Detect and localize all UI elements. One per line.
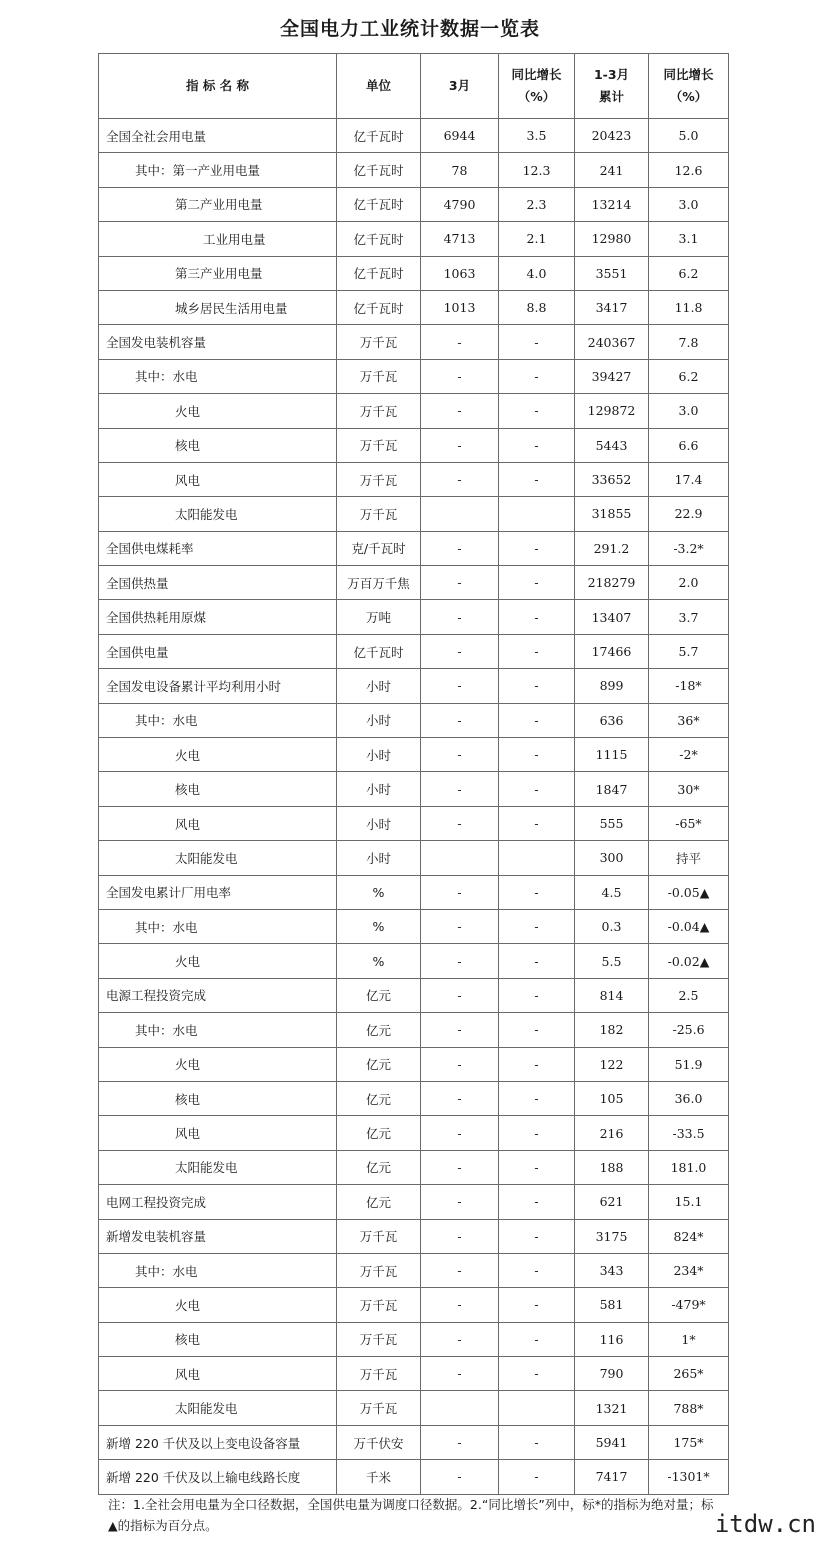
table-row <box>99 462 729 496</box>
row-name: 全国发电装机容量 <box>99 325 337 359</box>
row-cumulative-value: 3551 <box>575 256 649 290</box>
row-unit: 亿千瓦时 <box>337 256 421 290</box>
row-month-value: 4713 <box>421 222 499 256</box>
row-cumulative-yoy: 234* <box>649 1253 729 1287</box>
row-cumulative-yoy: -0.05▲ <box>649 875 729 909</box>
row-month-value: - <box>421 428 499 462</box>
row-name: 太阳能发电 <box>99 841 337 875</box>
row-unit: 万千瓦 <box>337 1253 421 1287</box>
table-row <box>99 394 729 428</box>
row-unit: 万千伏安 <box>337 1425 421 1459</box>
row-month-value: - <box>421 531 499 565</box>
table-row <box>99 1150 729 1184</box>
row-cumulative-value: 899 <box>575 669 649 703</box>
row-month-yoy <box>499 497 575 531</box>
row-month-yoy: - <box>499 1253 575 1287</box>
table-row <box>99 1322 729 1356</box>
row-month-value: - <box>421 634 499 668</box>
row-cumulative-yoy: 51.9 <box>649 1047 729 1081</box>
row-month-yoy: - <box>499 1460 575 1494</box>
row-month-yoy: - <box>499 394 575 428</box>
row-month-yoy: - <box>499 531 575 565</box>
row-unit: 小时 <box>337 738 421 772</box>
table-row <box>99 703 729 737</box>
row-cumulative-value: 33652 <box>575 462 649 496</box>
row-cumulative-yoy: 15.1 <box>649 1185 729 1219</box>
table-row <box>99 256 729 290</box>
row-cumulative-yoy: 3.1 <box>649 222 729 256</box>
table-row <box>99 634 729 668</box>
row-name: 火电 <box>99 394 337 428</box>
row-name: 风电 <box>99 462 337 496</box>
row-unit: 万千瓦 <box>337 462 421 496</box>
table-row <box>99 669 729 703</box>
row-cumulative-yoy: 3.7 <box>649 600 729 634</box>
watermark: itdw.cn <box>714 1510 816 1538</box>
row-cumulative-value: 5.5 <box>575 944 649 978</box>
row-cumulative-value: 17466 <box>575 634 649 668</box>
row-cumulative-value: 621 <box>575 1185 649 1219</box>
row-cumulative-value: 218279 <box>575 566 649 600</box>
row-month-yoy: 2.3 <box>499 187 575 221</box>
row-cumulative-yoy: 6.2 <box>649 359 729 393</box>
row-month-value: 4790 <box>421 187 499 221</box>
row-month-yoy: - <box>499 462 575 496</box>
row-unit: 万百万千焦 <box>337 566 421 600</box>
table-row <box>99 497 729 531</box>
row-unit: 亿元 <box>337 1013 421 1047</box>
row-unit: 万千瓦 <box>337 359 421 393</box>
row-name: 其中：水电 <box>99 1253 337 1287</box>
row-month-value: - <box>421 909 499 943</box>
row-month-yoy: - <box>499 806 575 840</box>
table-row <box>99 222 729 256</box>
row-cumulative-value: 1321 <box>575 1391 649 1425</box>
row-cumulative-value: 814 <box>575 978 649 1012</box>
row-cumulative-value: 31855 <box>575 497 649 531</box>
row-cumulative-yoy: 持平 <box>649 841 729 875</box>
header-month: 3月 <box>421 54 499 119</box>
row-month-yoy: - <box>499 566 575 600</box>
row-month-yoy: - <box>499 738 575 772</box>
row-name: 太阳能发电 <box>99 497 337 531</box>
row-name: 太阳能发电 <box>99 1391 337 1425</box>
header-yoy-month: 同比增长 （%） <box>499 54 575 119</box>
row-cumulative-value: 790 <box>575 1357 649 1391</box>
table-row <box>99 187 729 221</box>
table-row <box>99 1425 729 1459</box>
row-month-yoy: 12.3 <box>499 153 575 187</box>
row-cumulative-yoy: 6.2 <box>649 256 729 290</box>
row-cumulative-yoy: 12.6 <box>649 153 729 187</box>
row-cumulative-value: 240367 <box>575 325 649 359</box>
row-unit: 小时 <box>337 669 421 703</box>
row-month-yoy: - <box>499 1219 575 1253</box>
row-month-yoy: - <box>499 1288 575 1322</box>
row-cumulative-yoy: 3.0 <box>649 394 729 428</box>
row-name: 火电 <box>99 738 337 772</box>
row-unit: % <box>337 909 421 943</box>
table-row <box>99 806 729 840</box>
row-cumulative-yoy: 824* <box>649 1219 729 1253</box>
row-unit: 万千瓦 <box>337 1322 421 1356</box>
table-row <box>99 944 729 978</box>
row-month-yoy: - <box>499 325 575 359</box>
row-name: 核电 <box>99 1081 337 1115</box>
row-month-value <box>421 841 499 875</box>
row-unit: 千米 <box>337 1460 421 1494</box>
row-cumulative-value: 5941 <box>575 1425 649 1459</box>
row-month-yoy: - <box>499 669 575 703</box>
row-cumulative-yoy: 5.0 <box>649 119 729 153</box>
row-cumulative-value: 20423 <box>575 119 649 153</box>
row-month-yoy <box>499 841 575 875</box>
row-month-value: 1013 <box>421 290 499 324</box>
row-month-yoy: - <box>499 1357 575 1391</box>
row-month-value: - <box>421 703 499 737</box>
row-unit: 万千瓦 <box>337 1219 421 1253</box>
row-name: 电网工程投资完成 <box>99 1185 337 1219</box>
row-name: 电源工程投资完成 <box>99 978 337 1012</box>
row-cumulative-value: 3417 <box>575 290 649 324</box>
row-month-yoy: - <box>499 1322 575 1356</box>
table-row <box>99 1081 729 1115</box>
row-month-value: - <box>421 325 499 359</box>
page-title: 全国电力工业统计数据一览表 <box>279 18 540 40</box>
row-cumulative-value: 241 <box>575 153 649 187</box>
row-name: 工业用电量 <box>99 222 337 256</box>
row-cumulative-yoy: 36.0 <box>649 1081 729 1115</box>
row-month-yoy: - <box>499 978 575 1012</box>
row-cumulative-yoy: 11.8 <box>649 290 729 324</box>
row-cumulative-yoy: -18* <box>649 669 729 703</box>
row-cumulative-value: 122 <box>575 1047 649 1081</box>
row-name: 其中：第一产业用电量 <box>99 153 337 187</box>
row-unit: 亿元 <box>337 1150 421 1184</box>
row-name: 第二产业用电量 <box>99 187 337 221</box>
row-name: 火电 <box>99 1288 337 1322</box>
row-unit: 万千瓦 <box>337 428 421 462</box>
row-month-value: 1063 <box>421 256 499 290</box>
header-yoy-cumulative: 同比增长 （%） <box>649 54 729 119</box>
table-row <box>99 153 729 187</box>
row-unit: 万千瓦 <box>337 325 421 359</box>
table-row <box>99 566 729 600</box>
row-unit: 亿千瓦时 <box>337 634 421 668</box>
row-name: 全国供电煤耗率 <box>99 531 337 565</box>
row-cumulative-yoy: -33.5 <box>649 1116 729 1150</box>
header-cumulative: 1-3月 累计 <box>575 54 649 119</box>
row-month-yoy: - <box>499 1425 575 1459</box>
row-cumulative-value: 581 <box>575 1288 649 1322</box>
row-month-yoy: - <box>499 1013 575 1047</box>
row-cumulative-yoy: -479* <box>649 1288 729 1322</box>
row-name: 风电 <box>99 1357 337 1391</box>
row-month-yoy: 4.0 <box>499 256 575 290</box>
table-row <box>99 875 729 909</box>
row-month-value: 6944 <box>421 119 499 153</box>
table-row <box>99 1047 729 1081</box>
row-cumulative-yoy: 2.0 <box>649 566 729 600</box>
row-unit: 亿千瓦时 <box>337 153 421 187</box>
row-month-yoy: - <box>499 1185 575 1219</box>
row-cumulative-yoy: -3.2* <box>649 531 729 565</box>
row-unit: 小时 <box>337 841 421 875</box>
row-cumulative-value: 0.3 <box>575 909 649 943</box>
row-name: 全国发电累计厂用电率 <box>99 875 337 909</box>
row-month-value: - <box>421 1288 499 1322</box>
row-month-value: - <box>421 394 499 428</box>
row-unit: 万千瓦 <box>337 497 421 531</box>
row-month-yoy: 3.5 <box>499 119 575 153</box>
table-row <box>99 531 729 565</box>
row-name: 核电 <box>99 1322 337 1356</box>
row-month-value: - <box>421 978 499 1012</box>
row-cumulative-yoy: -0.02▲ <box>649 944 729 978</box>
row-unit: 万千瓦 <box>337 394 421 428</box>
row-unit: 亿千瓦时 <box>337 222 421 256</box>
table-row <box>99 119 729 153</box>
row-month-yoy: - <box>499 428 575 462</box>
row-cumulative-yoy: 17.4 <box>649 462 729 496</box>
row-unit: 万千瓦 <box>337 1288 421 1322</box>
row-name: 太阳能发电 <box>99 1150 337 1184</box>
table-row <box>99 1185 729 1219</box>
row-month-value <box>421 497 499 531</box>
row-cumulative-value: 105 <box>575 1081 649 1115</box>
row-cumulative-yoy: 6.6 <box>649 428 729 462</box>
row-month-value: - <box>421 738 499 772</box>
row-month-yoy: - <box>499 909 575 943</box>
table-header-row <box>99 54 729 119</box>
row-unit: 万千瓦 <box>337 1357 421 1391</box>
row-cumulative-value: 129872 <box>575 394 649 428</box>
row-month-value <box>421 1391 499 1425</box>
row-cumulative-value: 3175 <box>575 1219 649 1253</box>
row-cumulative-value: 4.5 <box>575 875 649 909</box>
row-cumulative-value: 216 <box>575 1116 649 1150</box>
row-month-value: - <box>421 1116 499 1150</box>
row-cumulative-value: 39427 <box>575 359 649 393</box>
row-month-yoy: - <box>499 600 575 634</box>
row-name: 风电 <box>99 1116 337 1150</box>
row-unit: 亿元 <box>337 1185 421 1219</box>
row-month-value: - <box>421 600 499 634</box>
stats-table <box>98 53 729 1495</box>
row-name: 其中：水电 <box>99 909 337 943</box>
row-cumulative-yoy: 265* <box>649 1357 729 1391</box>
table-row <box>99 290 729 324</box>
row-month-yoy: - <box>499 944 575 978</box>
row-month-value: - <box>421 1357 499 1391</box>
row-name: 全国供电量 <box>99 634 337 668</box>
row-cumulative-yoy: 181.0 <box>649 1150 729 1184</box>
row-cumulative-yoy: 30* <box>649 772 729 806</box>
table-row <box>99 1116 729 1150</box>
row-cumulative-yoy: 7.8 <box>649 325 729 359</box>
table-row <box>99 1219 729 1253</box>
row-cumulative-yoy: -0.04▲ <box>649 909 729 943</box>
row-cumulative-value: 116 <box>575 1322 649 1356</box>
row-month-value: - <box>421 1081 499 1115</box>
row-unit: % <box>337 944 421 978</box>
row-name: 城乡居民生活用电量 <box>99 290 337 324</box>
footnote: 注：1.全社会用电量为全口径数据，全国供电量为调度口径数据。2.“同比增长”列中，标*的指标为绝对量；标▲的指标为百分点。 <box>108 1497 714 1533</box>
row-cumulative-value: 182 <box>575 1013 649 1047</box>
row-name: 其中：水电 <box>99 1013 337 1047</box>
row-month-value: 78 <box>421 153 499 187</box>
table-row <box>99 1253 729 1287</box>
table-row <box>99 772 729 806</box>
row-month-value: - <box>421 944 499 978</box>
row-unit: 万千瓦 <box>337 1391 421 1425</box>
row-unit: % <box>337 875 421 909</box>
row-unit: 亿千瓦时 <box>337 290 421 324</box>
table-row <box>99 428 729 462</box>
row-name: 火电 <box>99 944 337 978</box>
row-month-yoy: - <box>499 1150 575 1184</box>
row-name: 核电 <box>99 772 337 806</box>
header-name: 指 标 名 称 <box>99 54 337 119</box>
row-name: 全国供热量 <box>99 566 337 600</box>
row-month-value: - <box>421 669 499 703</box>
row-name: 第三产业用电量 <box>99 256 337 290</box>
row-month-yoy: - <box>499 1047 575 1081</box>
row-month-value: - <box>421 1219 499 1253</box>
row-unit: 小时 <box>337 806 421 840</box>
table-row <box>99 359 729 393</box>
row-cumulative-yoy: -65* <box>649 806 729 840</box>
row-name: 风电 <box>99 806 337 840</box>
row-unit: 亿千瓦时 <box>337 187 421 221</box>
table-row <box>99 600 729 634</box>
row-unit: 小时 <box>337 772 421 806</box>
table-row <box>99 1288 729 1322</box>
table-row <box>99 1357 729 1391</box>
row-month-value: - <box>421 806 499 840</box>
row-cumulative-yoy: 175* <box>649 1425 729 1459</box>
row-month-value: - <box>421 1425 499 1459</box>
row-cumulative-value: 343 <box>575 1253 649 1287</box>
row-month-yoy: - <box>499 1081 575 1115</box>
row-month-value: - <box>421 1253 499 1287</box>
row-month-yoy: 8.8 <box>499 290 575 324</box>
row-cumulative-yoy: 5.7 <box>649 634 729 668</box>
row-name: 火电 <box>99 1047 337 1081</box>
row-unit: 亿千瓦时 <box>337 119 421 153</box>
row-month-value: - <box>421 1150 499 1184</box>
row-cumulative-yoy: 36* <box>649 703 729 737</box>
row-month-value: - <box>421 875 499 909</box>
table-row <box>99 1391 729 1425</box>
row-month-value: - <box>421 1322 499 1356</box>
table-row <box>99 978 729 1012</box>
row-name: 新增 220 千伏及以上输电线路长度 <box>99 1460 337 1494</box>
table-row <box>99 841 729 875</box>
row-name: 全国发电设备累计平均利用小时 <box>99 669 337 703</box>
row-cumulative-value: 7417 <box>575 1460 649 1494</box>
table-row <box>99 738 729 772</box>
row-cumulative-value: 555 <box>575 806 649 840</box>
row-cumulative-yoy: 22.9 <box>649 497 729 531</box>
table-row <box>99 909 729 943</box>
row-month-value: - <box>421 1047 499 1081</box>
row-name: 新增 220 千伏及以上变电设备容量 <box>99 1425 337 1459</box>
row-cumulative-value: 300 <box>575 841 649 875</box>
row-cumulative-yoy: 1* <box>649 1322 729 1356</box>
row-name: 其中：水电 <box>99 359 337 393</box>
row-cumulative-value: 12980 <box>575 222 649 256</box>
row-month-yoy <box>499 1391 575 1425</box>
row-month-value: - <box>421 566 499 600</box>
row-unit: 亿元 <box>337 978 421 1012</box>
row-name: 全国全社会用电量 <box>99 119 337 153</box>
row-month-yoy: - <box>499 359 575 393</box>
row-cumulative-value: 188 <box>575 1150 649 1184</box>
row-month-value: - <box>421 359 499 393</box>
row-cumulative-yoy: -25.6 <box>649 1013 729 1047</box>
row-unit: 万吨 <box>337 600 421 634</box>
row-cumulative-value: 13214 <box>575 187 649 221</box>
row-month-value: - <box>421 1185 499 1219</box>
row-month-value: - <box>421 1013 499 1047</box>
row-month-yoy: - <box>499 772 575 806</box>
row-cumulative-value: 1847 <box>575 772 649 806</box>
row-unit: 亿元 <box>337 1081 421 1115</box>
row-cumulative-yoy: -2* <box>649 738 729 772</box>
row-cumulative-yoy: -1301* <box>649 1460 729 1494</box>
row-cumulative-value: 291.2 <box>575 531 649 565</box>
row-month-value: - <box>421 1460 499 1494</box>
row-name: 全国供热耗用原煤 <box>99 600 337 634</box>
row-cumulative-value: 636 <box>575 703 649 737</box>
row-month-yoy: 2.1 <box>499 222 575 256</box>
row-cumulative-value: 5443 <box>575 428 649 462</box>
row-unit: 亿元 <box>337 1116 421 1150</box>
table-row <box>99 1013 729 1047</box>
table-row <box>99 1460 729 1494</box>
row-cumulative-value: 1115 <box>575 738 649 772</box>
table-row <box>99 325 729 359</box>
row-cumulative-yoy: 2.5 <box>649 978 729 1012</box>
row-month-yoy: - <box>499 1116 575 1150</box>
row-unit: 亿元 <box>337 1047 421 1081</box>
row-cumulative-yoy: 3.0 <box>649 187 729 221</box>
row-unit: 小时 <box>337 703 421 737</box>
row-name: 新增发电装机容量 <box>99 1219 337 1253</box>
row-month-value: - <box>421 772 499 806</box>
row-unit: 克/千瓦时 <box>337 531 421 565</box>
row-month-value: - <box>421 462 499 496</box>
header-unit: 单位 <box>337 54 421 119</box>
row-cumulative-value: 13407 <box>575 600 649 634</box>
row-month-yoy: - <box>499 703 575 737</box>
row-name: 其中：水电 <box>99 703 337 737</box>
row-name: 核电 <box>99 428 337 462</box>
row-cumulative-yoy: 788* <box>649 1391 729 1425</box>
row-month-yoy: - <box>499 875 575 909</box>
row-month-yoy: - <box>499 634 575 668</box>
